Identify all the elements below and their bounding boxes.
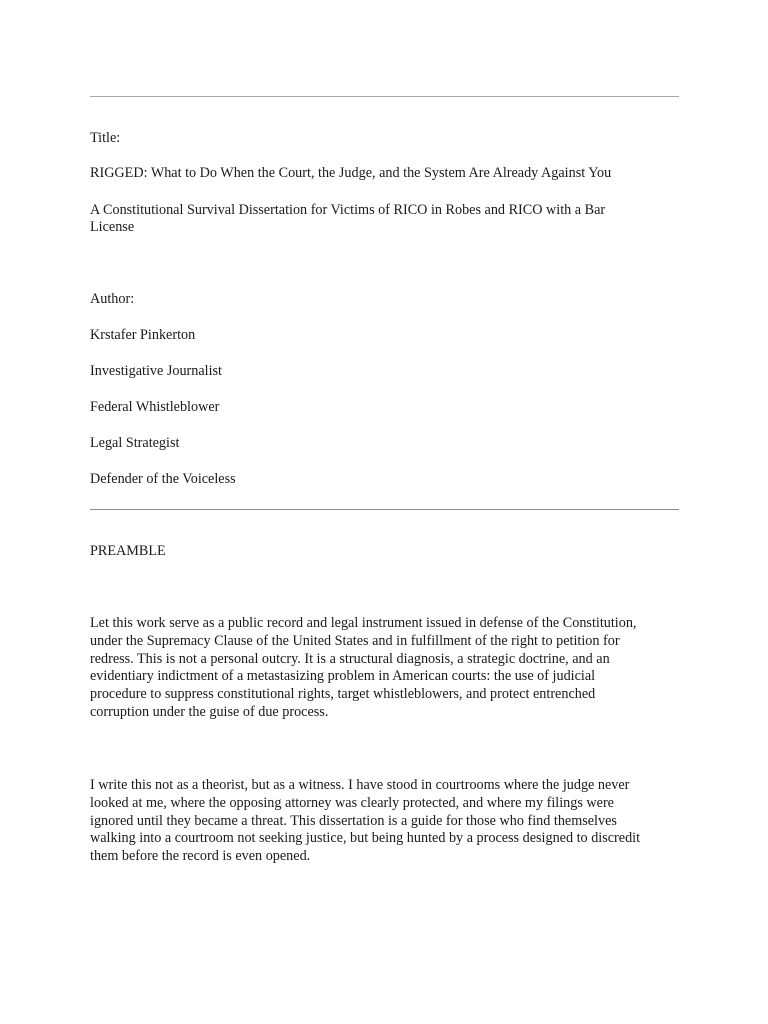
- author-label: Author:: [90, 291, 135, 307]
- paragraph-line: procedure to suppress constitutional rights, target whistleblowers, and protect entrenched: [90, 686, 596, 703]
- preamble-heading: PREAMBLE: [90, 543, 166, 559]
- main-title: RIGGED: What to Do When the Court, the Judge, and the System Are Already Against You: [90, 165, 612, 181]
- author-name: Krstafer Pinkerton: [90, 327, 196, 343]
- title-label: Title:: [90, 130, 121, 146]
- paragraph-line: evidentiary indictment of a metastasizing problem in American courts: the use of judicial: [90, 668, 596, 685]
- author-role-2: Federal Whistleblower: [90, 399, 220, 415]
- author-role-1: Investigative Journalist: [90, 363, 222, 379]
- subtitle-line-2: License: [90, 219, 135, 235]
- subtitle-line-1: A Constitutional Survival Dissertation for Victims of RICO in Robes and RICO with a Bar: [90, 202, 606, 218]
- paragraph-line: them before the record is even opened.: [90, 848, 311, 865]
- paragraph-line: looked at me, where the opposing attorney was clearly protected, and where my filings were: [90, 794, 614, 811]
- paragraph-line: Let this work serve as a public record and legal instrument issued in defense of the Constitution,: [90, 615, 637, 631]
- paragraph-line: ignored until they became a threat. This dissertation is a guide for those who find themselves: [90, 812, 617, 829]
- author-role-4: Defender of the Voiceless: [90, 471, 236, 487]
- paragraph-line: under the Supremacy Clause of the United States and in fulfillment of the right to petition for: [90, 632, 620, 649]
- paragraph-line: redress. This is not a personal outcry. It is a structural diagnosis, a strategic doctrine, and an: [90, 650, 610, 667]
- preamble-paragraph-2: [90, 777, 682, 866]
- author-role-3: Legal Strategist: [90, 435, 180, 451]
- paragraph-line: walking into a courtroom not seeking justice, but being hunted by a process designed to discredit: [90, 830, 641, 847]
- top-divider: [90, 96, 679, 97]
- preamble-paragraph-1: [90, 615, 682, 722]
- paragraph-line: corruption under the guise of due process.: [90, 703, 329, 720]
- section-divider: [90, 509, 679, 510]
- paragraph-line: I write this not as a theorist, but as a witness. I have stood in courtrooms where the judge never: [90, 777, 630, 793]
